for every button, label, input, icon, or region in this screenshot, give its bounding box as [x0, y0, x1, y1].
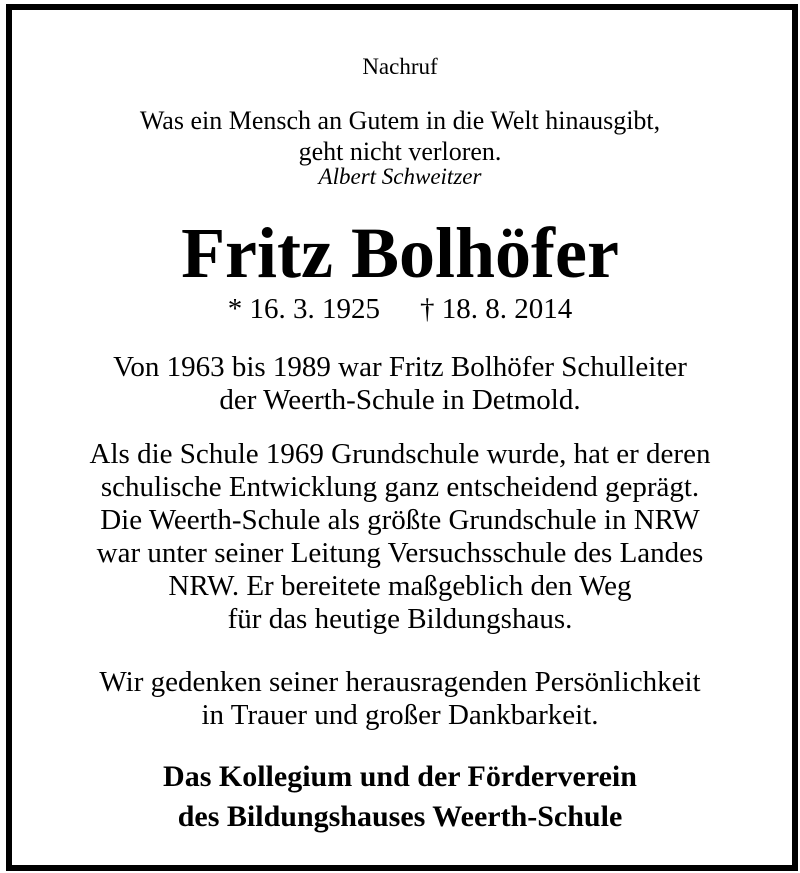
text-line: für das heutige Bildungshaus. [227, 603, 573, 635]
text-line: Von 1963 bis 1989 war Fritz Bolhöfer Schulleiter [113, 351, 687, 383]
quote-line: Was ein Mensch an Gutem in die Welt hinausgibt, [139, 106, 661, 135]
text-line: Wir gedenken seiner herausragenden Persönlichkeit [99, 666, 701, 698]
birth-date: * 16. 3. 1925 [227, 293, 380, 325]
obituary-heading: Nachruf [362, 54, 438, 79]
text-line: der Weerth-Schule in Detmold. [219, 384, 581, 416]
quote-author: Albert Schweitzer [318, 164, 482, 189]
text-line: NRW. Er bereitete maßgeblich den Weg [168, 570, 632, 602]
life-dates [0, 292, 800, 326]
signature [0, 757, 800, 837]
text-line: war unter seiner Leitung Versuchsschule des Landes [96, 537, 704, 569]
paragraph-remembrance [0, 666, 800, 732]
text-line: Als die Schule 1969 Grundschule wurde, hat er deren [89, 438, 711, 470]
signature-line: Das Kollegium und der Förderverein [163, 760, 637, 793]
quote-line: geht nicht verloren. [298, 137, 502, 166]
deceased-name: Fritz Bolhöfer [181, 213, 619, 293]
paragraph-career [0, 351, 800, 417]
signature-line: des Bildungshauses Weerth-Schule [177, 800, 623, 833]
text-line: schulische Entwicklung ganz entscheidend geprägt. [100, 471, 700, 503]
text-line: in Trauer und großer Dankbarkeit. [201, 699, 599, 731]
death-date: † 18. 8. 2014 [420, 293, 573, 325]
text-line: Die Weerth-Schule als größte Grundschule in NRW [100, 504, 700, 536]
quote [0, 105, 800, 167]
paragraph-achievements [0, 438, 800, 636]
